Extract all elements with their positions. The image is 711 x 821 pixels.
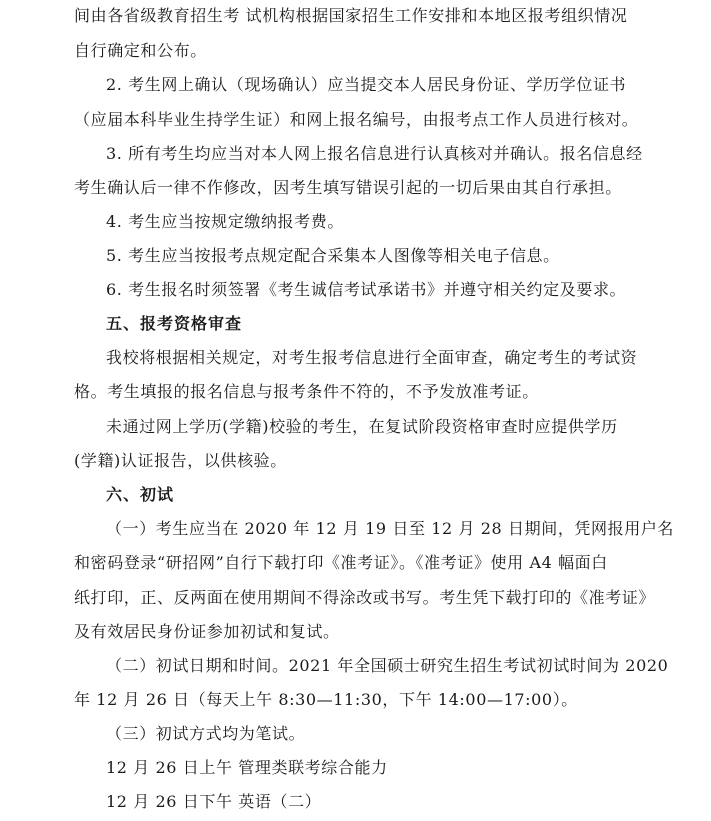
text-line: （应届本科毕业生持学生证）和网上报名编号，由报考点工作人员进行核对。 (74, 110, 639, 129)
text-line: （二）初试日期和时间。2021 年全国硕士研究生招生考试初试时间为 2020 (106, 656, 669, 675)
section-heading: 五、报考资格审查 (106, 314, 243, 333)
text-line: 未通过网上学历(学籍)校验的考生，在复试阶段资格审查时应提供学历 (106, 417, 618, 436)
text-line: 5. 考生应当按报考点规定配合采集本人图像等相关电子信息。 (106, 246, 560, 265)
text-line: 和密码登录“研招网”自行下载打印《准考证》。《准考证》使用 A4 幅面白 (74, 553, 608, 572)
text-line: （三）初试方式均为笔试。 (106, 724, 306, 743)
text-line: 及有效居民身份证参加初试和复试。 (74, 622, 340, 641)
text-line: 3. 所有考生均应当对本人网上报名信息进行认真核对并确认。报名信息经 (106, 144, 643, 163)
text-line: 12 月 26 日上午 管理类联考综合能力 (106, 758, 388, 777)
text-line: 间由各省级教育招生考 试机构根据国家招生工作安排和本地区报考组织情况 (74, 6, 628, 25)
text-line: 考生确认后一律不作修改，因考生填写错误引起的一切后果由其自行承担。 (74, 178, 622, 197)
text-line: 我校将根据相关规定，对考生报考信息进行全面审查，确定考生的考试资 (106, 348, 638, 367)
text-line: 6. 考生报名时须签署《考生诚信考试承诺书》并遵守相关约定及要求。 (106, 280, 627, 299)
text-line: 4. 考生应当按规定缴纳报考费。 (106, 212, 344, 231)
text-line: 格。考生填报的报名信息与报考条件不符的，不予发放准考证。 (74, 382, 539, 401)
text-line: 2. 考生网上确认（现场确认）应当提交本人居民身份证、学历学位证书 (106, 75, 627, 94)
text-line: 纸打印，正、反两面在使用期间不得涂改或书写。考生凭下载打印的《准考证》 (74, 588, 656, 607)
text-line: (学籍)认证报告，以供核验。 (74, 451, 287, 470)
text-line: 自行确定和公布。 (74, 41, 207, 60)
text-line: （一）考生应当在 2020 年 12 月 19 日至 12 月 28 日期间，凭网报用户名 (106, 519, 675, 538)
section-heading: 六、初试 (106, 485, 175, 504)
text-line: 年 12 月 26 日（每天上午 8:30—11:30，下午 14:00—17:00）。 (74, 690, 578, 709)
text-line: 12 月 26 日下午 英语（二） (106, 792, 322, 811)
